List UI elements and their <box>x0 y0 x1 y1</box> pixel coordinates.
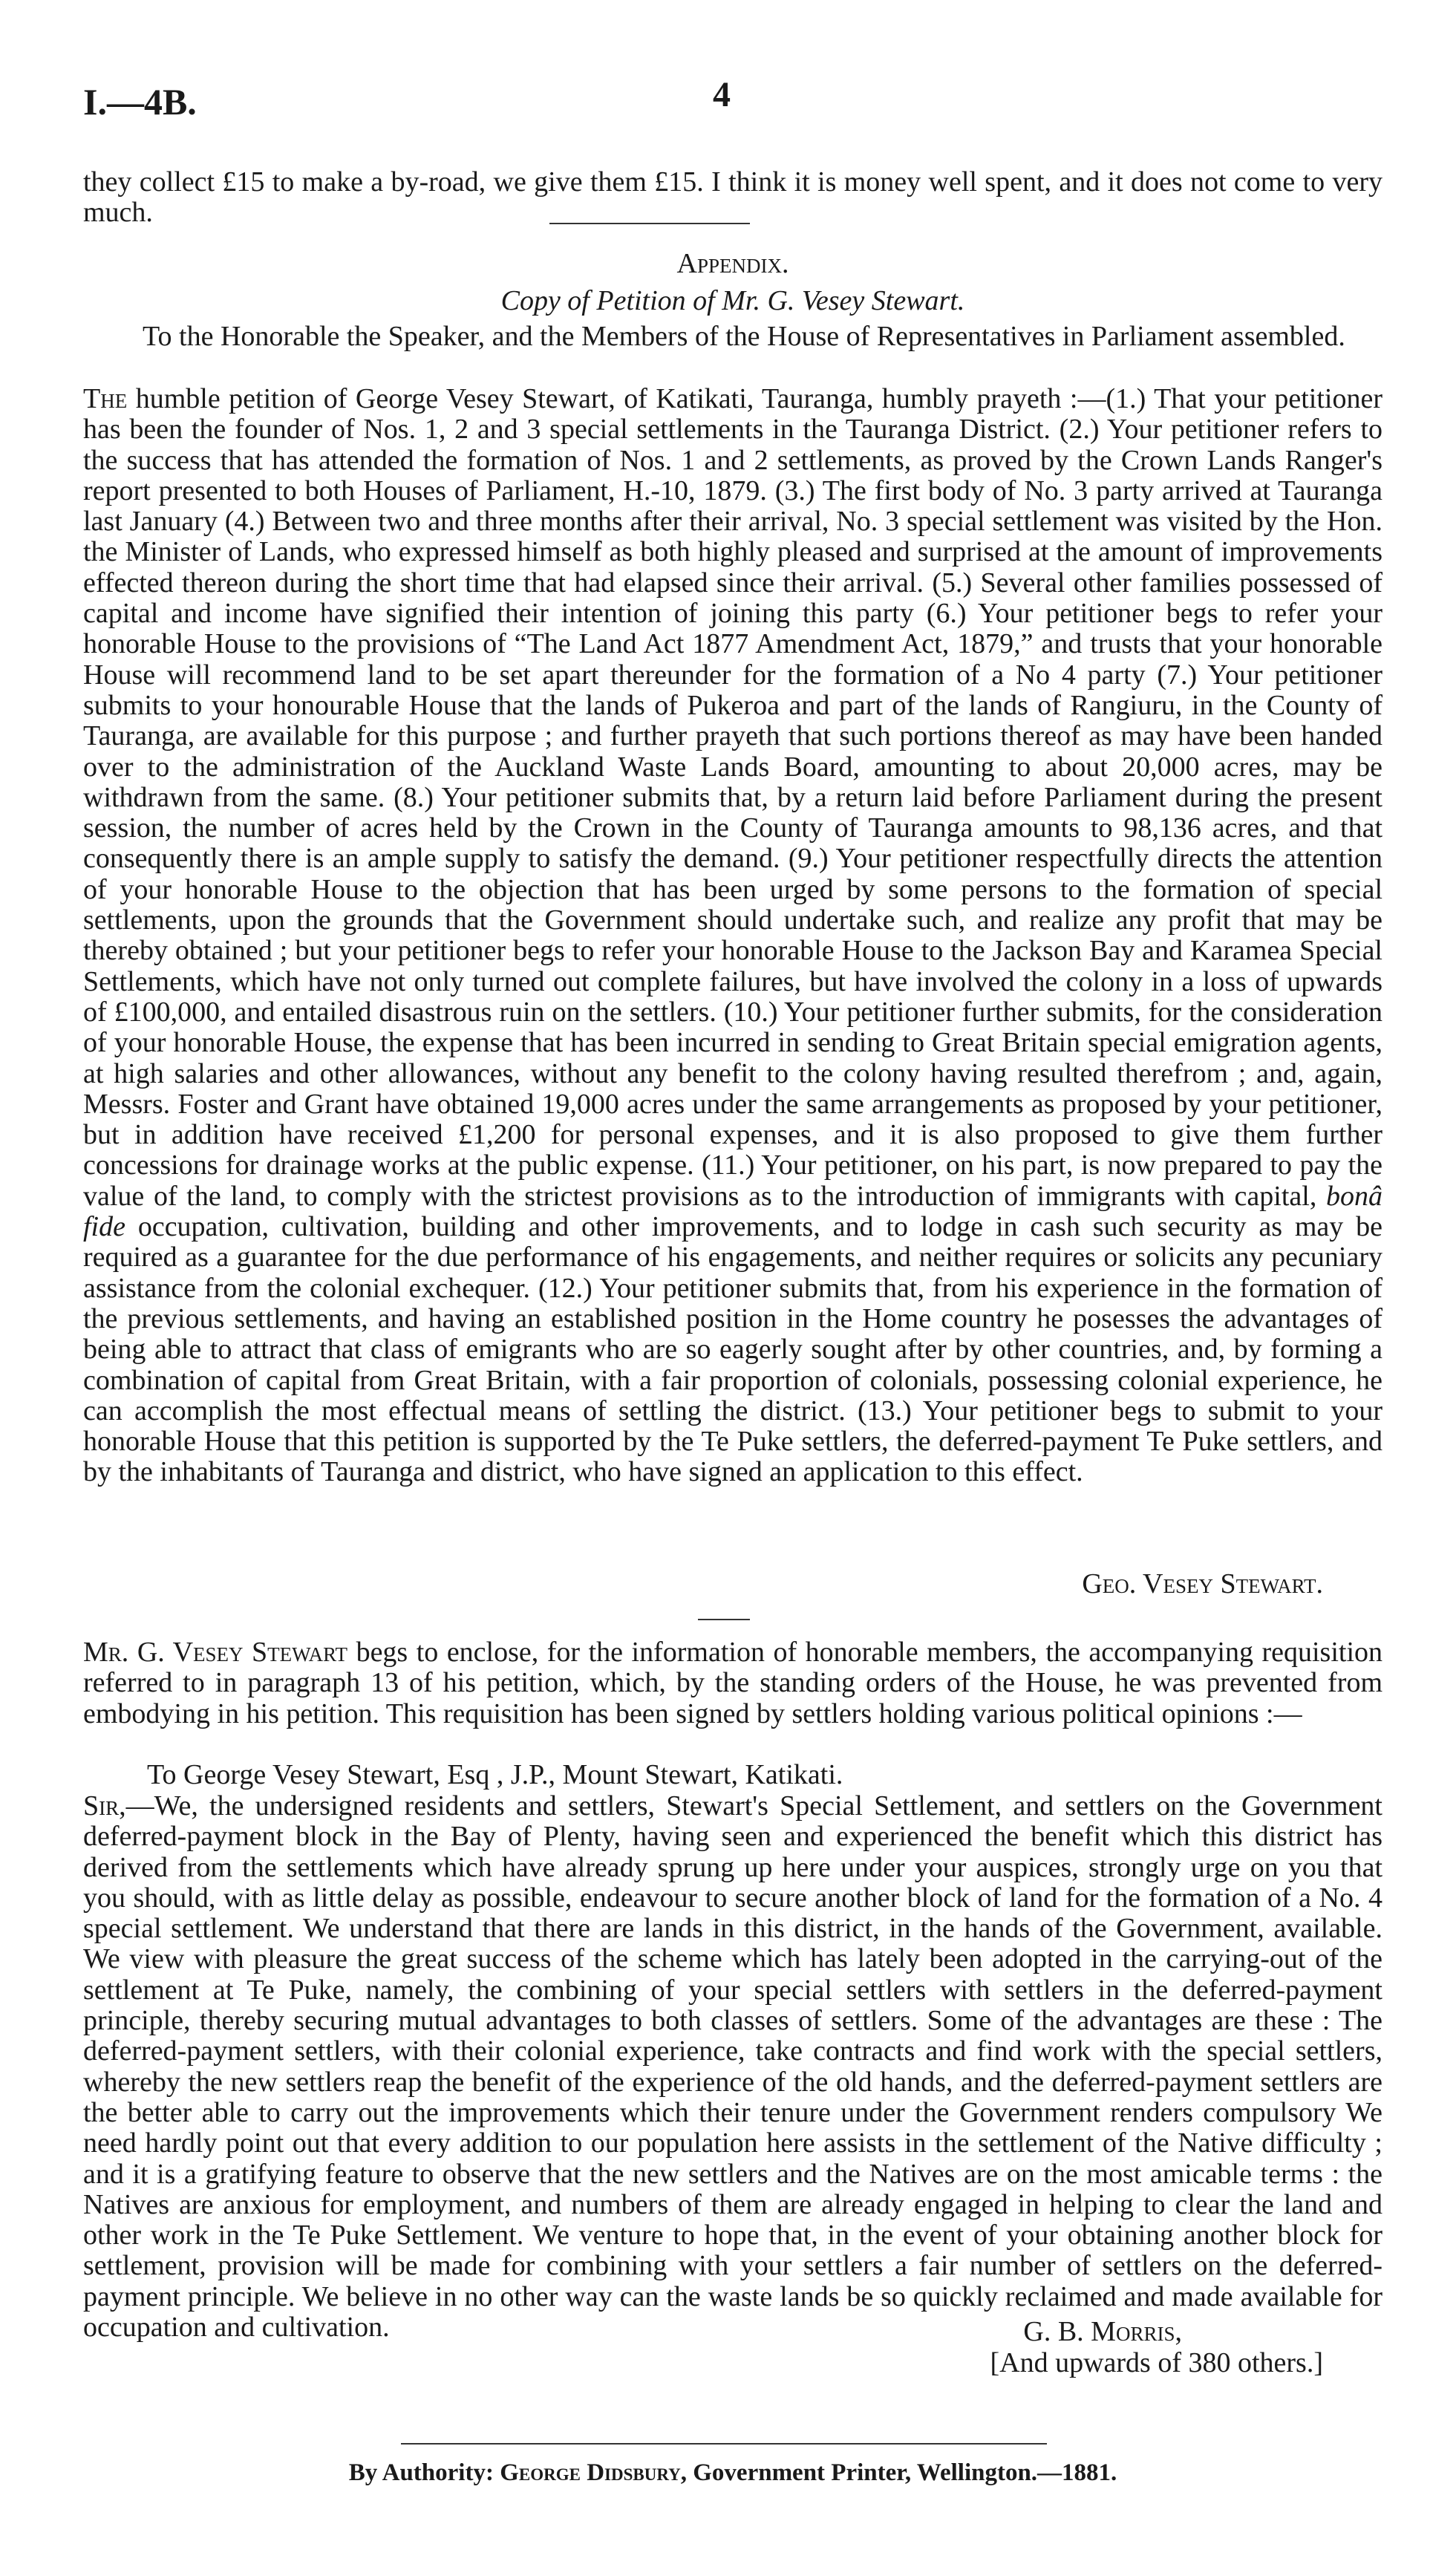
requisition-lead: Sir, <box>83 1790 126 1821</box>
enclosure-text: begs to enclose, for the information of honorable members, the accompanying requisition referred to in paragraph 13 of his petition, which, by the standing orders of the House, he was prevented from embodying in his petition. This requisition has been signed by settlers holding various political opinions :— <box>83 1637 1382 1729</box>
requisition-text: —We, the undersigned residents and settlers, Stewart's Special Settlement, and settlers on the Government deferred-payment block in the Bay of Plenty, having seen and experienced the benefit which this district has derived from the settlements which have already sprung up here under your auspices, strongly urge on you that you should, with as little delay as possible, endeavour to secure another block of land for the formation of a No. 4 special settlement. We understand that there are lands in this district, in the hands of the Government, available. We view with pleasure the great success of the scheme which has lately been adopted in the carrying-out of the settlement at Te Puke, namely, the combining of your special settlers with settlers in the deferred-payment principle, thereby securing mutual advantages to both classes of settlers. Some of the advantages are these : The deferred-payment settlers, with their colonial experience, take contracts and find work with the special settlers, whereby the new settlers reap the benefit of the experience of the old hands, and the deferred-payment settlers are the better able to carry out the improvements which their tenure under the Government renders compulsory We need hardly point out that every addition to our population here assists in the settlement of the Native difficulty ; and it is a gratifying feature to observe that the new settlers and the Natives are on the most amicable terms : the Natives are anxious for employment, and numbers of them are already engaged in helping to clear the land and other work in the Te Puke Settlement. We venture to hope that, in the event of your obtaining another block for settlement, provision will be made for combining with your settlers a fair number of settlers on the deferred-payment principle. We believe in no other way can the waste lands be so quickly reclaimed and made available for occupation and cultivation. <box>83 1790 1382 2344</box>
requisition-body <box>83 1791 1382 2343</box>
enclosure-lead: Mr. G. Vesey Stewart <box>83 1637 348 1668</box>
requisition-address: To George Vesey Stewart, Esq , J.P., Mount Stewart, Katikati. <box>147 1759 843 1790</box>
petition-text-continued: occupation, cultivation, building and other improvements, and to lodge in cash such security as may be required as a guarantee for the due performance of his engagements, and neither requires or solicits any pecuniary assistance from the colonial exchequer. (12.) Your petitioner submits that, from his experience in the formation of the previous settlements, and having an established position in the Home country he posesses the advantages of being able to attract that class of emigrants who are so eagerly sought after by other countries, and, by forming a combination of capital from Great Britain, with a fair proportion of colonials, possessing colonial experience, he can accomplish the most effectual means of settling the district. (13.) Your petitioner begs to submit to your honorable House that this petition is supported by the Te Puke settlers, the deferred-payment Te Puke settlers, and by the inhabitants of Tauranga and district, who have signed an application to this effect. <box>83 1211 1382 1488</box>
imprint-printer: George Didsbury <box>500 2459 681 2486</box>
document-reference: I.—4B. <box>83 81 197 123</box>
requisition-signature-note: [And upwards of 380 others.] <box>990 2347 1323 2378</box>
petition-body <box>83 384 1382 1488</box>
petition-lead: The <box>83 383 128 414</box>
appendix-subheading: Copy of Petition of Mr. G. Vesey Stewart. <box>500 285 965 316</box>
appendix-heading: Appendix. <box>676 248 789 279</box>
petition-address: To the Honorable the Speaker, and the Members of the House of Representatives in Parliament assembled. <box>143 321 1345 352</box>
section-divider <box>549 223 750 224</box>
imprint-suffix: , Government Printer, Wellington.—1881. <box>680 2459 1117 2486</box>
short-divider <box>698 1619 750 1620</box>
footer-rule <box>401 2443 1047 2445</box>
requisition-signature: G. B. Morris, <box>1023 2316 1182 2347</box>
petition-italic-phrase: bonâ fide <box>83 1180 1382 1243</box>
opening-paragraph: they collect £15 to make a by-road, we give them £15. I think it is money well spent, and it does not come to very much. <box>83 166 1382 229</box>
enclosure-paragraph <box>83 1637 1382 1729</box>
printer-imprint <box>83 2459 1382 2487</box>
imprint-prefix: By Authority: <box>348 2459 500 2486</box>
petition-text: humble petition of George Vesey Stewart, of Katikati, Tauranga, humbly prayeth :—(1.) That your petitioner has been the founder of Nos. 1, 2 and 3 special settlements in the Tauranga District. (2.) Your petitioner refers to the success that has attended the formation of Nos. 1 and 2 settlements, as proved by the Crown Lands Ranger's report presented to both Houses of Parliament, H.-10, 1879. (3.) The first body of No. 3 party arrived at Tauranga last January (4.) Between two and three months after their arrival, No. 3 special settlement was visited by the Hon. the Minister of Lands, who expressed himself as both highly pleased and surprised at the amount of improvements effected thereon during the short time that had elapsed since their arrival. (5.) Several other families possessed of capital and income have signified their intention of joining this party (6.) Your petitioner begs to refer your honorable House to the provisions of “The Land Act 1877 Amendment Act, 1879,” and trusts that your honorable House will recommend land to be set apart thereunder for the formation of a No 4 party (7.) Your petitioner submits to your honourable House that the lands of Pukeroa and part of the lands of Rangiuru, in the County of Tauranga, are available for this purpose ; and further prayeth that such portions thereof as may have been handed over to the administration of the Auckland Waste Lands Board, amounting to about 20,000 acres, may be withdrawn from the same. (8.) Your petitioner submits that, by a return laid before Parliament during the present session, the number of acres held by the Crown in the County of Tauranga amounts to 98,136 acres, and that consequently there is an ample supply to satisfy the demand. (9.) Your petitioner respectfully directs the attention of your honorable House to the objection that has been urged by some persons to the formation of special settlements, upon the grounds that the Government should undertake such, and realize any profit that may be thereby obtained ; but your petitioner begs to refer your honorable House to the Jackson Bay and Karamea Special Settlements, which have not only turned out complete failures, but have involved the colony in a loss of upwards of £100,000, and entailed disastrous ruin on the settlers. (10.) Your petitioner further submits, for the consideration of your honorable House, the expense that has been incurred in sending to Great Britain special emigration agents, at high salaries and other allowances, without any benefit to the colony having resulted therefrom ; and, again, Messrs. Foster and Grant have obtained 19,000 acres under the same arrangements as proposed by your petitioner, but in addition have received £1,200 for personal expenses, and it is also proposed to give them further concessions for drainage works at the public expense. (11.) Your petitioner, on his part, is now prepared to pay the value of the land, to comply with the strictest provisions as to the introduction of immigrants with capital, <box>83 383 1382 1212</box>
page-number: 4 <box>713 75 731 114</box>
petition-signature: Geo. Vesey Stewart. <box>1082 1568 1323 1599</box>
